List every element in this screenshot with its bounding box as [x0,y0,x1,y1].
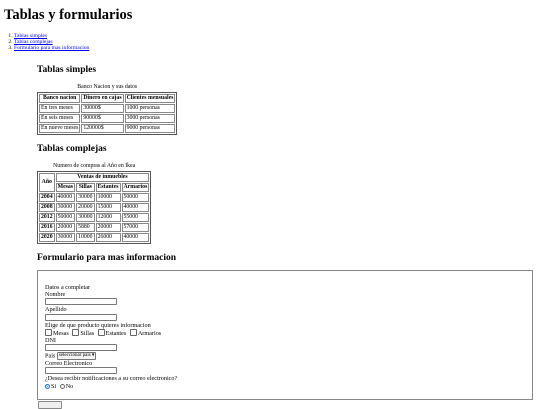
table-cell: 30000 [56,203,75,212]
table-cell: 30000 [56,233,75,242]
dni-label: DNI [45,337,56,345]
toc-item [14,45,89,51]
checkbox-estantes[interactable] [98,329,105,336]
producto-options [45,329,177,337]
table-of-contents [4,33,89,52]
table-cell: En seis meses [39,114,80,123]
table-cell: 9000 personas [125,124,176,133]
pais-select[interactable] [57,352,97,360]
column-header: Sillas [76,183,95,192]
table-cell: 55000 [122,213,150,222]
producto-label: Elige de que producto quieres informacion [45,321,151,329]
complex-table-caption: Numero de compras al Año en Ikea [53,163,136,169]
year-cell: 2008 [41,204,53,211]
simple-table [37,84,177,135]
table-cell: En tres meses [39,104,80,113]
column-header: Mesas [57,184,74,191]
year-cell: 2020 [41,234,53,241]
apellido-input[interactable] [45,314,117,321]
table-cell: 30000 [78,194,93,201]
radio-label: Si [51,382,57,390]
form-body [45,284,177,390]
simple-table-caption: Banco Nacion y sus datos [77,84,138,90]
table-cell: 30000$ [81,104,123,113]
nombre-input[interactable] [45,298,117,305]
checkbox-label: Sillas [80,329,95,337]
year-cell: 2004 [41,194,53,201]
pais-row [45,352,177,360]
group-header: Ventas de inmuebles [56,173,150,182]
correo-input[interactable] [45,367,117,374]
table-cell: 10000 [96,193,121,202]
checkbox-label: Mesas [53,329,69,337]
table-cell: 50000 [56,213,75,222]
section-heading-tablas-simples: Tablas simples [37,65,97,75]
table-row [39,223,149,232]
table-header-row [39,94,175,103]
simple-table-wrapper [37,84,177,135]
table-cell: 120000$ [81,124,123,133]
radio-no[interactable] [60,384,65,389]
submit-button[interactable] [38,401,62,409]
checkbox-sillas[interactable] [72,329,79,336]
table-cell: 20000 [56,223,75,232]
table-cell: 40000 [122,233,150,242]
checkbox-label: Estantes [105,329,127,337]
table-cell: 40000 [56,193,75,202]
chevron-down-icon: ▾ [91,353,95,359]
apellido-label: Apellido [45,306,67,314]
toc-link-tablas-simples[interactable]: Tablas simples [14,33,48,39]
table-row [39,233,149,242]
table-cell: 20000 [78,204,93,211]
radio-si[interactable] [45,384,50,389]
table-cell: 20000 [96,223,121,232]
table-header-row [39,183,149,192]
radio-label: No [65,382,74,390]
checkbox-armarios[interactable] [130,329,137,336]
column-header: Armarios [123,184,148,191]
table-cell: 5880 [76,223,95,232]
table-cell: 26000 [96,233,121,242]
complex-table-wrapper [37,163,151,244]
nombre-label: Nombre [45,291,66,299]
table-row [39,124,175,133]
pais-select-value: seleccionar pais [58,353,91,359]
page-title: Tablas y formularios [4,7,133,23]
table-cell: 40000 [122,203,150,212]
section-heading-formulario: Formulario para mas informacion [37,253,177,263]
table-row [39,203,149,212]
table-row [39,114,175,123]
year-header: Año [39,173,55,192]
table-row [39,213,149,222]
notif-label: ¿Desea recibir notificaciones a su correo electronico? [45,375,178,383]
table-cell: 3000 personas [125,114,176,123]
complex-table [37,163,151,244]
column-header: Banco nacion [39,94,80,103]
checkbox-mesas[interactable] [45,329,52,336]
notif-options [45,383,177,390]
table-cell: En nueve meses [41,125,79,132]
table-cell: 1000 personas [125,104,176,113]
column-header: Estantes [97,184,119,191]
table-cell: 50000 [122,193,150,202]
year-cell: 2012 [41,214,53,221]
toc-link-tablas-complejas[interactable]: Tablas complejas [14,39,53,46]
correo-label: Correo Electronico [45,360,93,368]
pais-label: País [45,352,56,360]
year-cell: 2016 [41,224,53,231]
toc-link-formulario[interactable]: Formulario para mas informacion [14,45,90,52]
column-header: Clientes mensuales [126,95,174,102]
table-cell: 57000 [122,223,150,232]
dni-input[interactable] [45,344,117,351]
section-heading-tablas-complejas: Tablas complejas [37,144,107,154]
column-header: Dinero en cajas [83,95,122,102]
table-cell: 90000$ [81,114,123,123]
form-legend: Datos a completar [45,284,91,291]
table-cell: 12000 [96,213,121,222]
checkbox-label: Armarios [137,329,162,337]
table-cell: 10000 [78,234,93,241]
table-cell: 30000 [78,214,93,221]
table-header-row [39,173,149,182]
table-row [39,193,149,202]
table-row [39,104,175,113]
form-fieldset [37,270,533,400]
table-cell: 15000 [96,203,121,212]
